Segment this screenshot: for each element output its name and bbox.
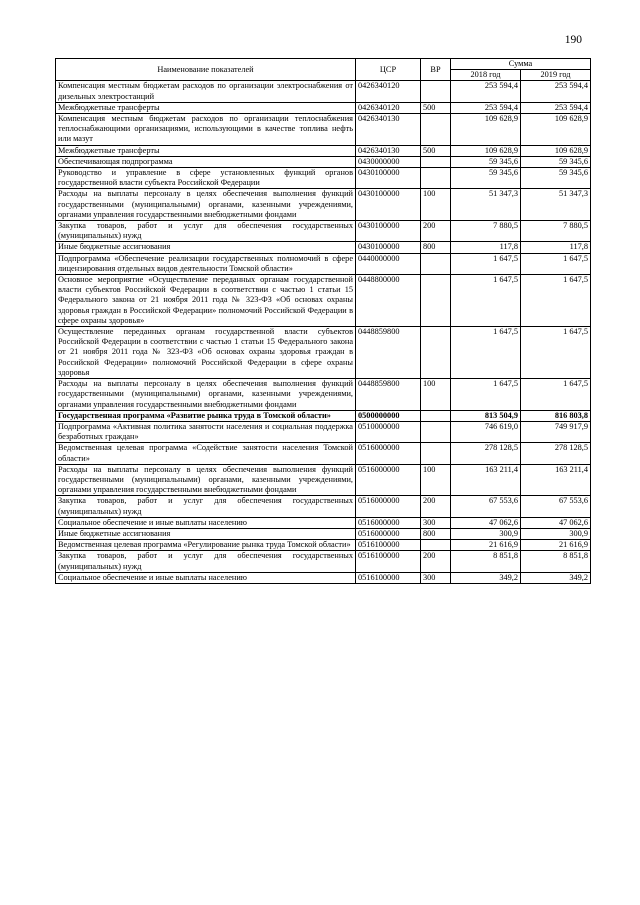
cell-2019: 47 062,6 <box>521 517 591 528</box>
table-row <box>56 221 591 242</box>
cell-vr: 300 <box>421 572 451 583</box>
cell-csr: 0510000000 <box>356 421 421 442</box>
cell-name: Ведомственная целевая программа «Регулирование рынка труда Томской области» <box>56 540 356 551</box>
cell-2018: 1 647,5 <box>451 275 521 327</box>
cell-csr: 0500000000 <box>356 410 421 421</box>
cell-name: Закупка товаров, работ и услуг для обеспечения государственных (муниципальных) нужд <box>56 221 356 242</box>
cell-vr: 800 <box>421 528 451 539</box>
cell-2018: 47 062,6 <box>451 517 521 528</box>
cell-name: Руководство и управление в сфере установленных функций органов государственной власти субъекта Российской Федерации <box>56 168 356 189</box>
cell-csr: 0430100000 <box>356 168 421 189</box>
cell-2019: 59 345,6 <box>521 156 591 167</box>
cell-name: Основное мероприятие «Осуществление переданных органам государственной власти субъектов Российской Федерации в соответствии с частью 1 статьи 15 Федерального закона от 21 ноября 2011 года № 323-ФЗ «Об основах охраны здоровья граждан в Российской Федерации» полномочий Российской Федерации в сфере охраны здоровья» <box>56 275 356 327</box>
cell-2018: 253 594,4 <box>451 81 521 102</box>
table-row <box>56 253 591 274</box>
table-row <box>56 517 591 528</box>
table-row <box>56 572 591 583</box>
cell-2019: 67 553,6 <box>521 496 591 517</box>
cell-2018: 278 128,5 <box>451 443 521 464</box>
cell-csr: 0430100000 <box>356 242 421 253</box>
cell-csr: 0426340130 <box>356 145 421 156</box>
cell-name: Расходы на выплаты персоналу в целях обеспечения выполнения функций государственными (муниципальными) органами, казенными учреждениями, органами управления государственными внебюджетными фондами <box>56 464 356 496</box>
cell-name: Закупка товаров, работ и услуг для обеспечения государственных (муниципальных) нужд <box>56 551 356 572</box>
cell-2019: 1 647,5 <box>521 275 591 327</box>
table-row <box>56 528 591 539</box>
cell-csr: 0430100000 <box>356 221 421 242</box>
cell-vr <box>421 81 451 102</box>
cell-2019: 8 851,8 <box>521 551 591 572</box>
cell-csr: 0448800000 <box>356 275 421 327</box>
cell-2019: 1 647,5 <box>521 379 591 411</box>
cell-csr: 0426340130 <box>356 114 421 146</box>
cell-csr: 0448859800 <box>356 379 421 411</box>
cell-name: Социальное обеспечение и иные выплаты населению <box>56 572 356 583</box>
cell-2018: 746 619,0 <box>451 421 521 442</box>
cell-vr: 100 <box>421 464 451 496</box>
cell-vr <box>421 443 451 464</box>
header-name: Наименование показателей <box>56 59 356 81</box>
cell-2018: 163 211,4 <box>451 464 521 496</box>
cell-csr: 0516100000 <box>356 540 421 551</box>
table-body <box>56 81 591 584</box>
cell-2018: 117,8 <box>451 242 521 253</box>
table-header <box>56 59 591 81</box>
cell-csr: 0516000000 <box>356 464 421 496</box>
cell-vr: 100 <box>421 379 451 411</box>
table-row <box>56 275 591 327</box>
table-row <box>56 81 591 102</box>
cell-csr: 0430100000 <box>356 189 421 221</box>
cell-vr <box>421 327 451 379</box>
cell-csr: 0516100000 <box>356 551 421 572</box>
table-row <box>56 189 591 221</box>
table-row <box>56 443 591 464</box>
table-row <box>56 168 591 189</box>
cell-vr <box>421 540 451 551</box>
cell-2019: 21 616,9 <box>521 540 591 551</box>
cell-2018: 51 347,3 <box>451 189 521 221</box>
cell-csr: 0440000000 <box>356 253 421 274</box>
cell-vr: 200 <box>421 221 451 242</box>
cell-csr: 0516000000 <box>356 517 421 528</box>
cell-csr: 0430000000 <box>356 156 421 167</box>
cell-name: Подпрограмма «Активная политика занятости населения и социальная поддержка безработных граждан» <box>56 421 356 442</box>
cell-2019: 1 647,5 <box>521 327 591 379</box>
cell-vr <box>421 275 451 327</box>
cell-2019: 109 628,9 <box>521 145 591 156</box>
table-row <box>56 114 591 146</box>
cell-2019: 51 347,3 <box>521 189 591 221</box>
cell-name: Социальное обеспечение и иные выплаты населению <box>56 517 356 528</box>
page-number: 190 <box>564 34 582 46</box>
cell-2018: 1 647,5 <box>451 327 521 379</box>
cell-name: Подпрограмма «Обеспечение реализации государственных полномочий в сфере лицензирования отдельных видов деятельности Томской области» <box>56 253 356 274</box>
cell-2018: 1 647,5 <box>451 253 521 274</box>
cell-name: Государственная программа «Развитие рынка труда в Томской области» <box>56 410 356 421</box>
cell-name: Ведомственная целевая программа «Содействие занятости населения Томской области» <box>56 443 356 464</box>
cell-vr <box>421 156 451 167</box>
cell-2018: 813 504,9 <box>451 410 521 421</box>
cell-vr <box>421 114 451 146</box>
cell-name: Расходы на выплаты персоналу в целях обеспечения выполнения функций государственными (муниципальными) органами, казенными учреждениями, органами управления государственными внебюджетными фондами <box>56 379 356 411</box>
cell-2019: 109 628,9 <box>521 114 591 146</box>
cell-vr: 200 <box>421 496 451 517</box>
cell-vr <box>421 410 451 421</box>
cell-name: Компенсация местным бюджетам расходов по организации теплоснабжения теплоснабжающими организациями, использующими в качестве топлива нефть или мазут <box>56 114 356 146</box>
table-row <box>56 540 591 551</box>
cell-csr: 0516000000 <box>356 528 421 539</box>
cell-name: Обеспечивающая подпрограмма <box>56 156 356 167</box>
cell-name: Расходы на выплаты персоналу в целях обеспечения выполнения функций государственными (муниципальными) органами, казенными учреждениями, органами управления государственными внебюджетными фондами <box>56 189 356 221</box>
cell-vr: 500 <box>421 145 451 156</box>
cell-2018: 1 647,5 <box>451 379 521 411</box>
cell-name: Иные бюджетные ассигнования <box>56 528 356 539</box>
table-row <box>56 496 591 517</box>
header-2018: 2018 год <box>451 70 521 81</box>
cell-csr: 0426340120 <box>356 81 421 102</box>
cell-csr: 0516100000 <box>356 572 421 583</box>
cell-2018: 253 594,4 <box>451 102 521 113</box>
cell-2019: 749 917,9 <box>521 421 591 442</box>
header-2019: 2019 год <box>521 70 591 81</box>
table-row <box>56 327 591 379</box>
cell-name: Иные бюджетные ассигнования <box>56 242 356 253</box>
table-row <box>56 410 591 421</box>
cell-vr: 800 <box>421 242 451 253</box>
cell-2018: 8 851,8 <box>451 551 521 572</box>
table-row <box>56 156 591 167</box>
cell-2019: 300,9 <box>521 528 591 539</box>
cell-2018: 300,9 <box>451 528 521 539</box>
table-row <box>56 551 591 572</box>
cell-name: Осуществление переданных органам государственной власти субъектов Российской Федерации в соответствии с частью 1 статьи 15 Федерального закона от 21 ноября 2011 года № 323-ФЗ «Об основах охраны здоровья граждан в Российской Федерации» полномочий Российской Федерации в сфере охраны здоровья <box>56 327 356 379</box>
cell-2019: 349,2 <box>521 572 591 583</box>
budget-table <box>55 58 591 584</box>
cell-2019: 816 803,8 <box>521 410 591 421</box>
cell-name: Межбюджетные трансферты <box>56 102 356 113</box>
table-row <box>56 145 591 156</box>
cell-name: Компенсация местным бюджетам расходов по организации электроснабжения от дизельных электростанций <box>56 81 356 102</box>
cell-2019: 59 345,6 <box>521 168 591 189</box>
cell-csr: 0426340120 <box>356 102 421 113</box>
cell-2018: 21 616,9 <box>451 540 521 551</box>
cell-vr <box>421 253 451 274</box>
cell-2018: 67 553,6 <box>451 496 521 517</box>
header-vr: ВР <box>421 59 451 81</box>
cell-vr <box>421 168 451 189</box>
cell-2018: 59 345,6 <box>451 156 521 167</box>
cell-2019: 253 594,4 <box>521 102 591 113</box>
cell-2018: 7 880,5 <box>451 221 521 242</box>
cell-vr: 300 <box>421 517 451 528</box>
table-row <box>56 242 591 253</box>
cell-2018: 349,2 <box>451 572 521 583</box>
cell-2019: 163 211,4 <box>521 464 591 496</box>
header-csr: ЦСР <box>356 59 421 81</box>
cell-csr: 0448859800 <box>356 327 421 379</box>
cell-name: Закупка товаров, работ и услуг для обеспечения государственных (муниципальных) нужд <box>56 496 356 517</box>
cell-2018: 109 628,9 <box>451 145 521 156</box>
cell-vr: 100 <box>421 189 451 221</box>
table-row <box>56 379 591 411</box>
cell-vr <box>421 421 451 442</box>
table-row <box>56 421 591 442</box>
header-sum: Сумма <box>451 59 591 70</box>
cell-2018: 109 628,9 <box>451 114 521 146</box>
cell-vr: 200 <box>421 551 451 572</box>
table-row <box>56 464 591 496</box>
cell-name: Межбюджетные трансферты <box>56 145 356 156</box>
cell-2019: 278 128,5 <box>521 443 591 464</box>
cell-vr: 500 <box>421 102 451 113</box>
cell-2019: 7 880,5 <box>521 221 591 242</box>
cell-2019: 117,8 <box>521 242 591 253</box>
cell-2019: 1 647,5 <box>521 253 591 274</box>
table-row <box>56 102 591 113</box>
cell-2019: 253 594,4 <box>521 81 591 102</box>
cell-2018: 59 345,6 <box>451 168 521 189</box>
cell-csr: 0516000000 <box>356 496 421 517</box>
cell-csr: 0516000000 <box>356 443 421 464</box>
